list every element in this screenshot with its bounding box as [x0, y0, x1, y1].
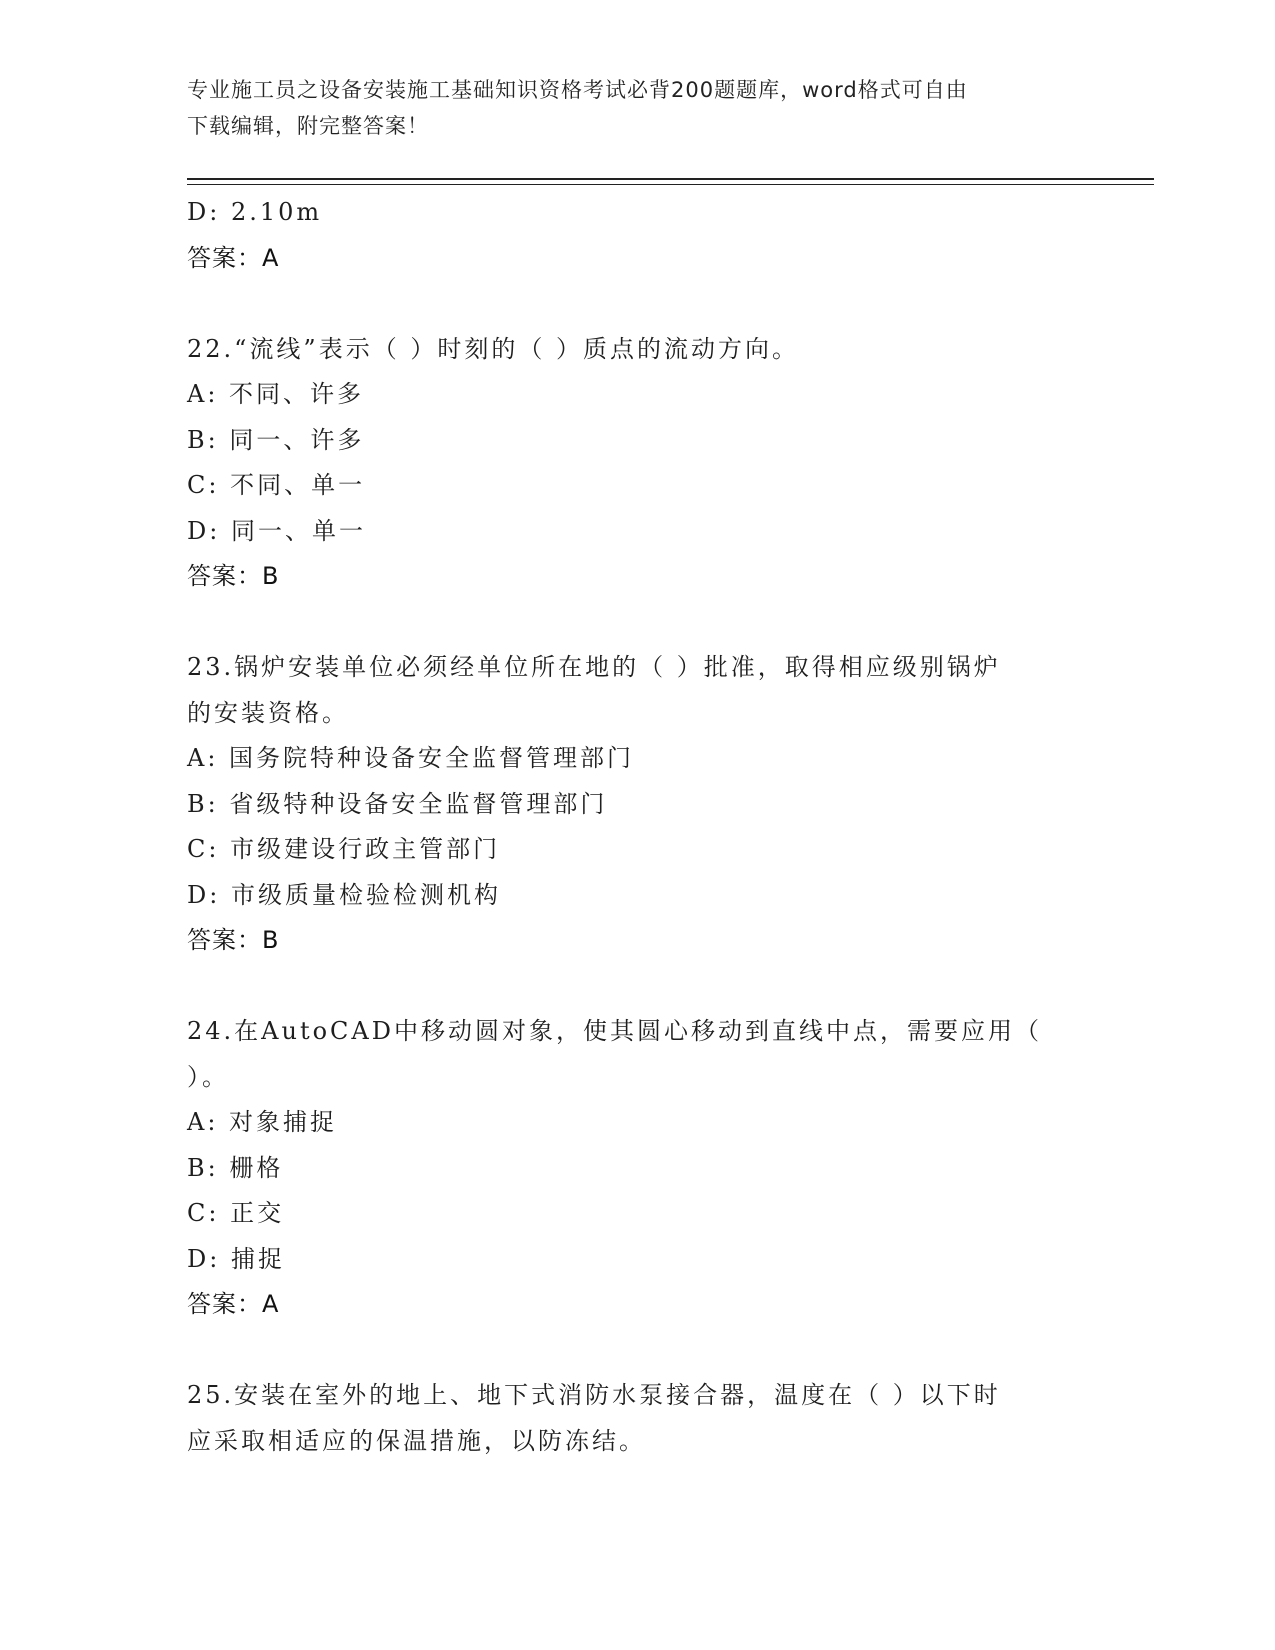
spacer [187, 600, 1067, 646]
option-b: B: 同一、许多 [187, 425, 365, 454]
question-list [187, 190, 1067, 1464]
option-a: A: 对象捕捉 [187, 1108, 338, 1136]
question-stem-continued: 的安装资格。 [187, 698, 349, 727]
option-c: C: 正交 [187, 1199, 285, 1227]
question-23 [187, 645, 1067, 964]
answer: 答案：B [187, 926, 280, 954]
spacer [187, 281, 1067, 327]
option-d: D: 捕捉 [187, 1244, 285, 1273]
prev-answer: 答案：A [187, 243, 280, 272]
option-c: C: 不同、单一 [187, 471, 366, 499]
question-stem-continued: ）。 [187, 1062, 229, 1091]
answer: 答案：B [187, 562, 280, 590]
header-line-1: 专业施工员之设备安装施工基础知识资格考试必背200题题库，word格式可自由 [187, 78, 968, 102]
option-d: D: 市级质量检验检测机构 [187, 880, 501, 909]
header-divider-thick [187, 178, 1154, 180]
option-c: C: 市级建设行政主管部门 [187, 835, 501, 863]
question-stem: 22.“流线”表示（ ）时刻的（ ）质点的流动方向。 [187, 334, 799, 363]
prev-option-d: D: 2.10m [187, 198, 323, 226]
option-a: A: 国务院特种设备安全监督管理部门 [187, 744, 635, 772]
header-line-2: 下载编辑，附完整答案！ [187, 114, 429, 138]
option-d: D: 同一、单一 [187, 516, 366, 545]
spacer [187, 1328, 1067, 1374]
spacer [187, 964, 1067, 1010]
answer: 答案：A [187, 1290, 280, 1318]
question-stem: 25.安装在室外的地上、地下式消防水泵接合器，温度在（ ）以下时 [187, 1381, 1001, 1409]
option-b: B: 栅格 [187, 1153, 284, 1182]
option-b: B: 省级特种设备安全监督管理部门 [187, 789, 608, 818]
question-25 [187, 1373, 1067, 1464]
question-stem-continued: 应采取相适应的保温措施，以防冻结。 [187, 1426, 646, 1455]
question-22 [187, 327, 1067, 600]
question-stem: 23.锅炉安装单位必须经单位所在地的（ ）批准，取得相应级别锅炉 [187, 653, 1001, 681]
header-divider-thin [187, 184, 1154, 185]
question-24 [187, 1009, 1067, 1328]
option-a: A: 不同、许多 [187, 380, 365, 408]
question-stem: 24.在AutoCAD中移动圆对象，使其圆心移动到直线中点，需要应用（ [187, 1017, 1042, 1045]
document-header [187, 72, 1067, 144]
